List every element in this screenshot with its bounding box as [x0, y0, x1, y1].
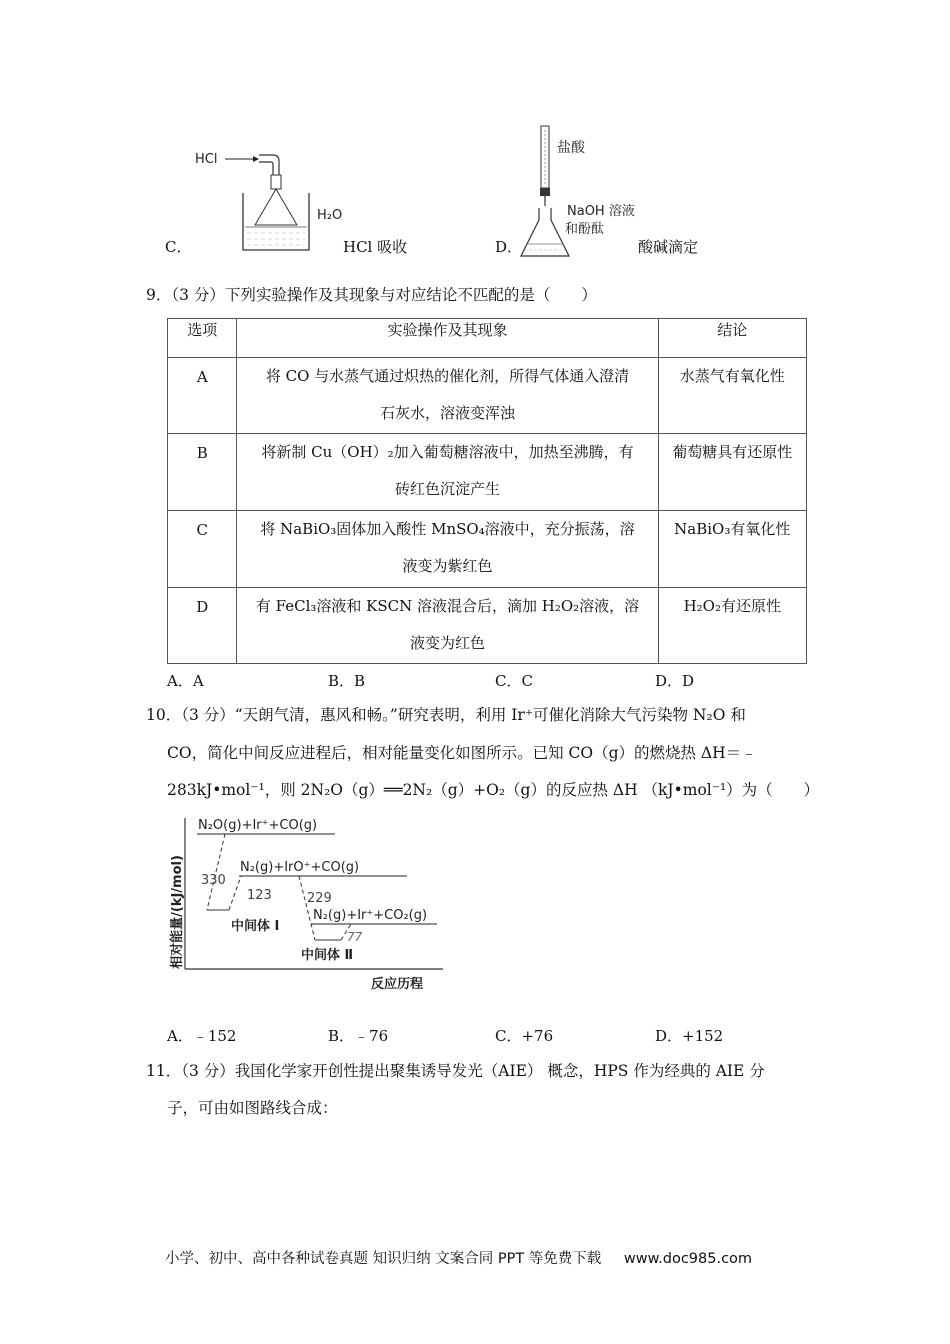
energy-diagram [165, 812, 455, 997]
energy-330: 330 [201, 873, 226, 888]
q10-line-2: CO，简化中间反应进程后，相对能量变化如图所示。已知 CO（g）的燃烧热 ΔH＝﹣ [167, 744, 757, 762]
footer [165, 1247, 752, 1268]
q8-d-caption: 酸碱滴定 [638, 238, 699, 256]
row-conclusion: 葡萄糖具有还原性 [658, 434, 806, 511]
q9-choice-a[interactable]: A．A [167, 672, 204, 690]
header-operation: 实验操作及其现象 [237, 319, 658, 358]
base-label-1: NaOH 溶液 [567, 204, 635, 219]
q11-line-1: 11．（3 分）我国化学家开创性提出聚集诱导发光（AIE） 概念，HPS 作为经典的 AIE 分 [146, 1062, 765, 1080]
intermediate-1: 中间体 Ⅰ [231, 919, 280, 934]
row-operation: 将 CO 与水蒸气通过炽热的催化剂，所得气体通入澄清 石灰水，溶液变浑浊 [237, 358, 658, 434]
q10-choice-c[interactable]: C．+76 [495, 1027, 554, 1045]
row-conclusion: 水蒸气有氧化性 [658, 358, 806, 434]
q10-choice-b[interactable]: B．﹣76 [328, 1027, 389, 1045]
table-row [168, 511, 807, 588]
table-row [168, 434, 807, 511]
energy-229: 229 [307, 891, 332, 906]
footer-site-link[interactable]: www.doc985.com [623, 1251, 753, 1267]
q9-stem: 9．（3 分）下列实验操作及其现象与对应结论不匹配的是（ ） [146, 286, 597, 304]
q11-line-2: 子，可由如图路线合成： [167, 1099, 338, 1117]
q9-choice-b[interactable]: B．B [328, 672, 366, 690]
state-3-label: N₂(g)+Ir⁺+CO₂(g) [313, 908, 428, 923]
intermediate-2: 中间体 Ⅱ [301, 948, 354, 963]
row-operation: 有 FeCl₃溶液和 KSCN 溶液混合后，滴加 H₂O₂溶液，溶 液变为红色 [237, 588, 658, 664]
y-axis-label: 相对能量/(kJ/mol) [170, 855, 185, 969]
header-option: 选项 [168, 319, 237, 358]
row-operation: 将新制 Cu（OH）₂加入葡萄糖溶液中，加热至沸腾，有 砖红色沉淀产生 [237, 434, 658, 511]
titration-diagram [515, 120, 655, 260]
row-option: D [168, 588, 237, 664]
q8-c-caption: HCl 吸收 [343, 238, 408, 256]
header-conclusion: 结论 [658, 319, 806, 358]
acid-label: 盐酸 [557, 140, 585, 156]
q8-c-letter: C． [165, 238, 192, 256]
table-row [168, 588, 807, 664]
energy-77: 77 [347, 930, 363, 944]
q8-option-c [165, 135, 425, 260]
q10-line-3: 283kJ•mol⁻¹，则 2N₂O（g）══2N₂（g）+O₂（g）的反应热 ΔH （kJ•mol⁻¹）为（ ） [167, 781, 820, 799]
row-option: A [168, 358, 237, 434]
q10-choice-a[interactable]: A．﹣152 [167, 1027, 237, 1045]
q9-choice-d[interactable]: D．D [655, 672, 695, 690]
state-1-label: N₂O(g)+Ir⁺+CO(g) [198, 818, 318, 833]
base-label-2: 和酚酞 [565, 222, 605, 237]
state-2-label: N₂(g)+IrO⁺+CO(g) [240, 860, 360, 875]
q10-choice-d[interactable]: D．+152 [655, 1027, 724, 1045]
table-row [168, 358, 807, 434]
hcl-label: HCl [195, 152, 218, 167]
row-option: C [168, 511, 237, 588]
q8-d-letter: D． [495, 238, 523, 256]
row-operation: 将 NaBiO₃固体加入酸性 MnSO₄溶液中，充分振荡，溶 液变为紫红色 [237, 511, 658, 588]
energy-123: 123 [247, 888, 272, 903]
x-axis-label: 反应历程 [370, 977, 424, 992]
q8-option-d [495, 120, 755, 260]
row-conclusion: H₂O₂有还原性 [658, 588, 806, 664]
row-option: B [168, 434, 237, 511]
hcl-absorption-diagram [193, 135, 353, 260]
row-conclusion: NaBiO₃有氧化性 [658, 511, 806, 588]
q9-table [167, 318, 807, 664]
q10-line-1: 10．（3 分）“天朗气清，惠风和畅。”研究表明，利用 Ir⁺可催化消除大气污染物 N₂O 和 [146, 706, 746, 724]
water-label: H₂O [317, 208, 343, 223]
q9-choice-c[interactable]: C．C [495, 672, 533, 690]
table-header-row [168, 319, 807, 358]
footer-text: 小学、初中、高中各种试卷真题 知识归纳 文案合同 PPT 等免费下载 [165, 1251, 602, 1267]
